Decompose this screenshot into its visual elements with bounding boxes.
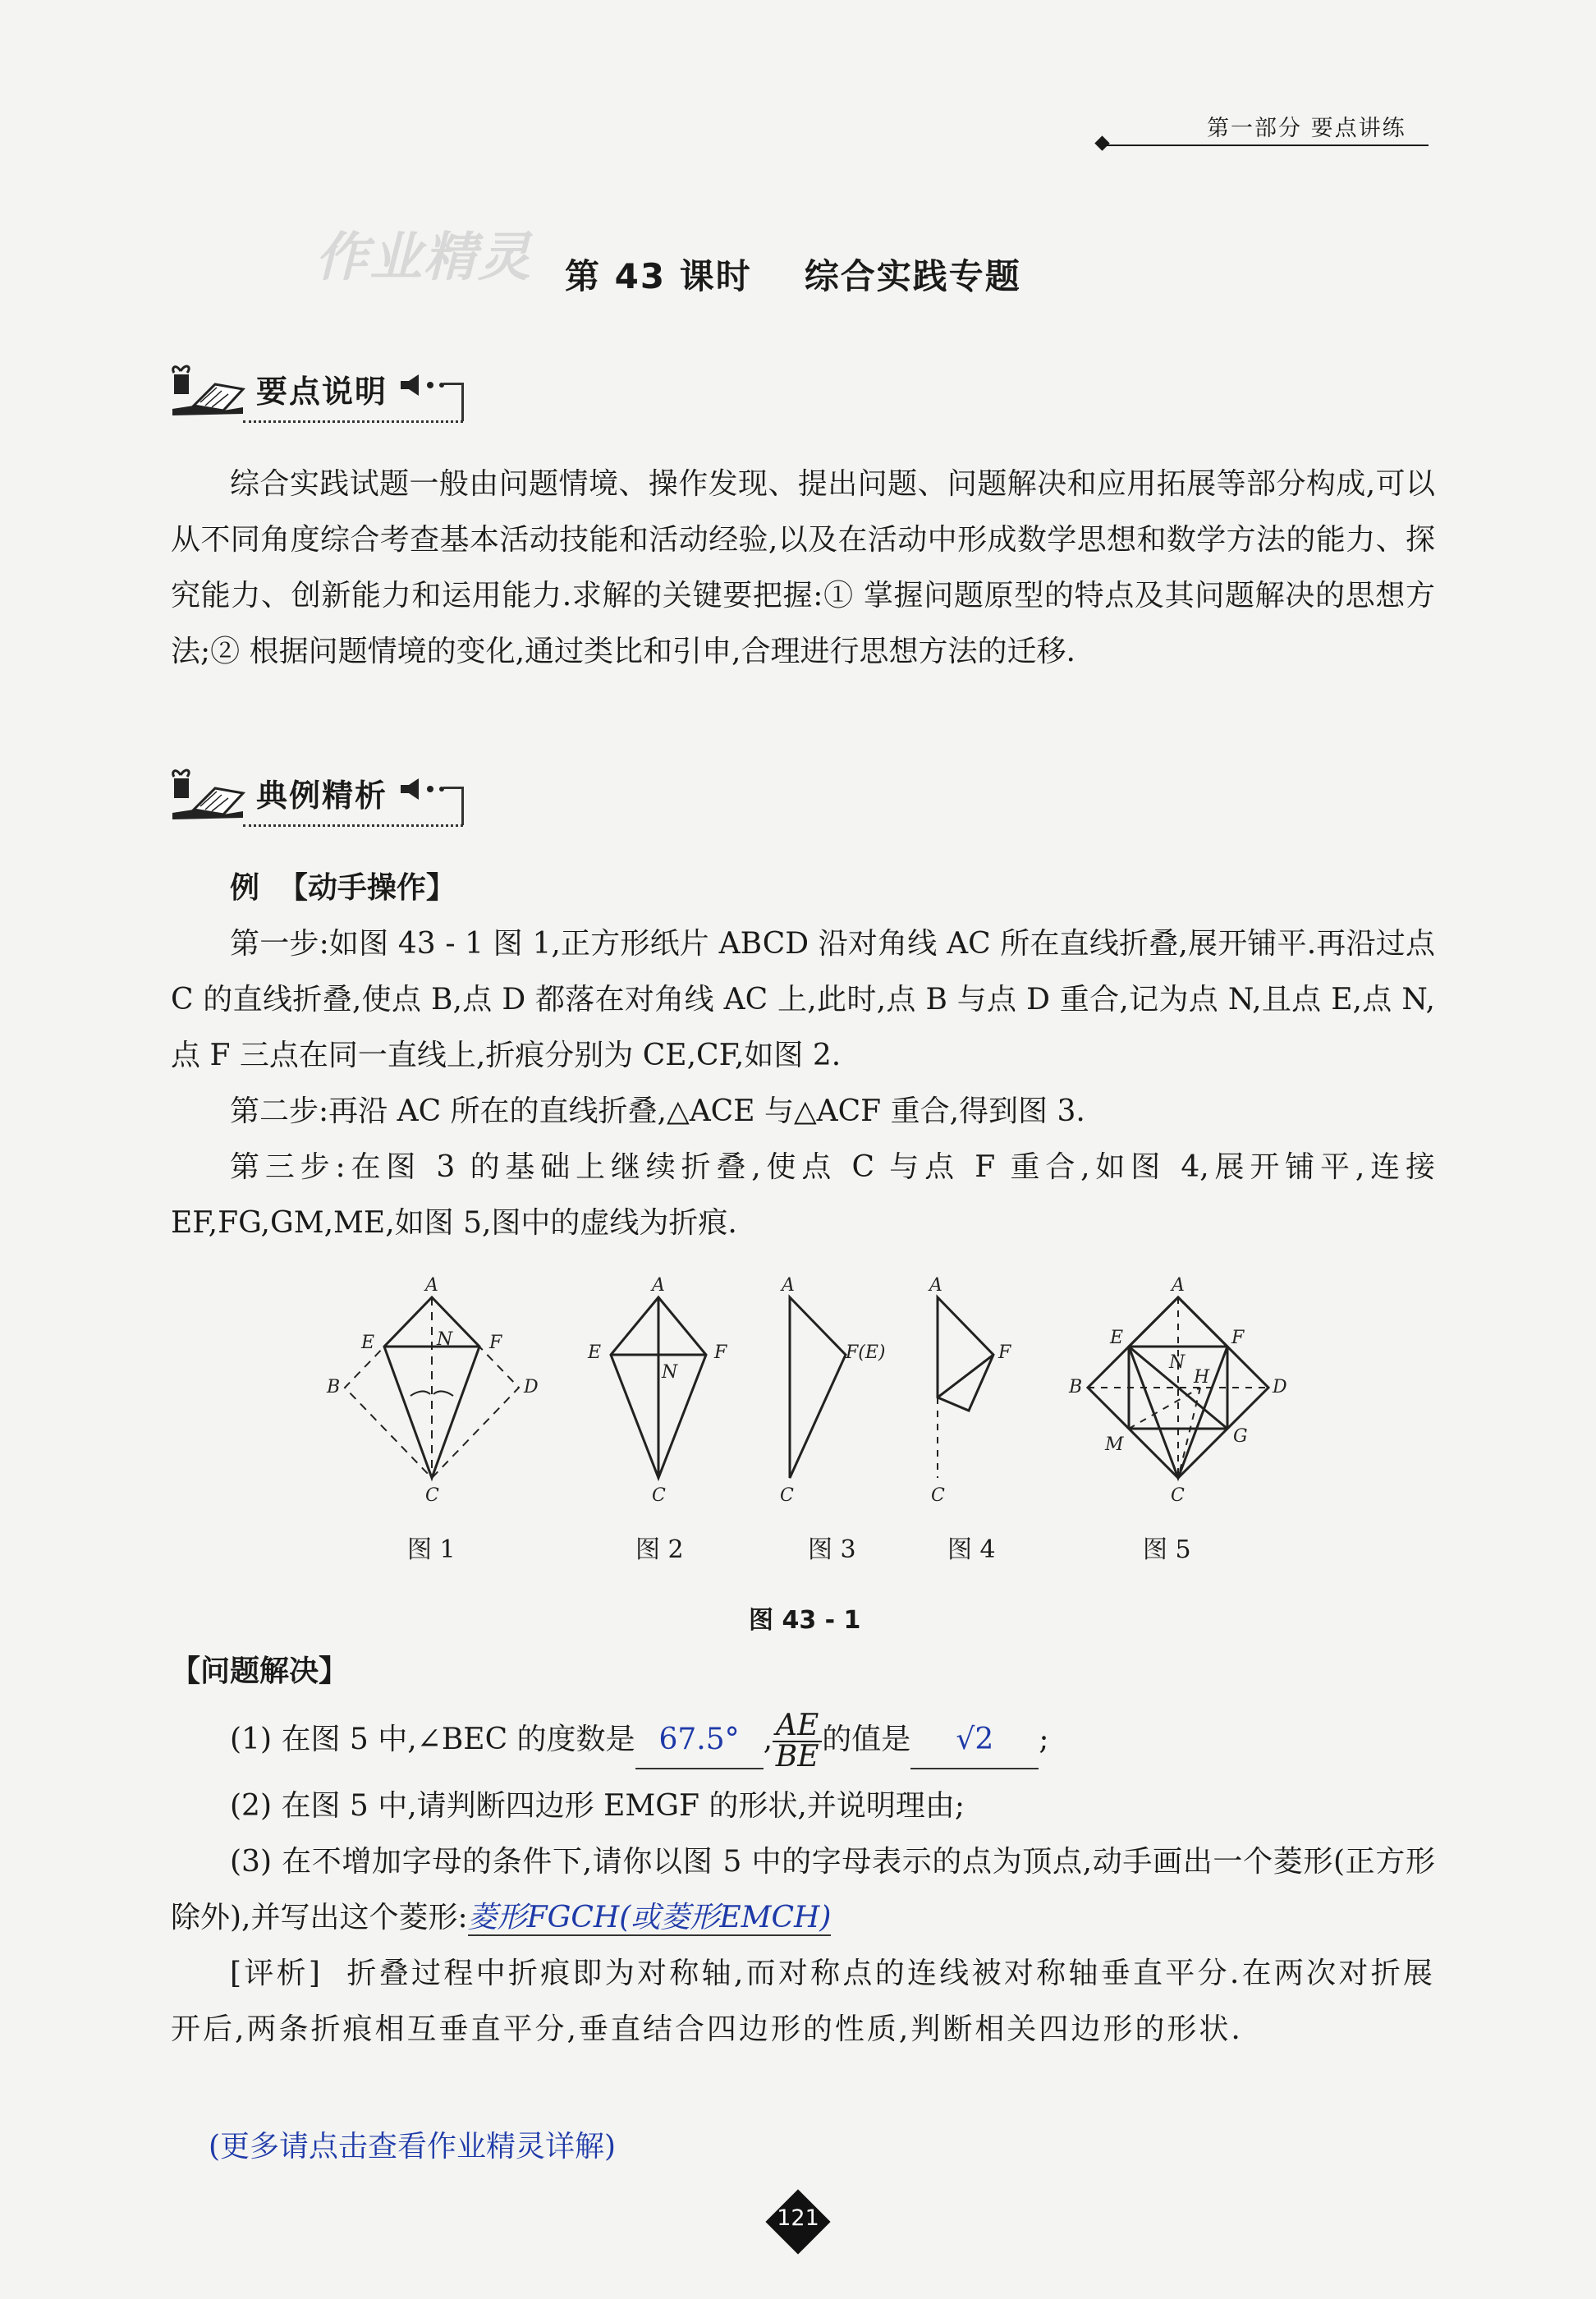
page-number: 121: [777, 2205, 819, 2231]
section-bracket: [443, 383, 464, 421]
section-underline: [243, 420, 463, 423]
fig5-label-g: G: [1233, 1426, 1248, 1447]
q1-mid: 的值是: [822, 1723, 911, 1756]
header-section: 第一部分 要点讲练: [1207, 116, 1406, 141]
fig1-label-d: D: [524, 1377, 539, 1397]
fig5-label-e: E: [1110, 1328, 1124, 1348]
fig4-label-c: C: [931, 1485, 945, 1506]
question-3: [171, 1834, 1435, 1946]
problem-heading: 【问题解决】: [171, 1654, 349, 1688]
analysis-tag: [评析]: [230, 1957, 323, 1990]
book-plant-icon: [169, 360, 246, 417]
figure-caption-2: 图 2: [635, 1535, 684, 1564]
fig3-label-fe: F(E): [846, 1342, 886, 1363]
fig1-label-e: E: [361, 1333, 375, 1353]
fig1-label-f: F: [489, 1333, 502, 1353]
fig5-label-m: M: [1105, 1434, 1124, 1455]
fig2-label-c: C: [652, 1485, 666, 1506]
section-underline: [243, 824, 463, 827]
watermark: 作业精灵: [315, 227, 532, 288]
figure-caption-3: 图 3: [808, 1535, 856, 1564]
figure-4-diagram: [938, 1297, 993, 1478]
fig5-label-n: N: [1169, 1352, 1186, 1373]
example-tag: 【动手操作】: [277, 871, 456, 905]
figure-2-diagram: [611, 1297, 706, 1478]
fig1-label-b: B: [327, 1377, 341, 1397]
fig1-label-a: A: [425, 1275, 438, 1296]
example-heading: [171, 860, 1435, 916]
section-label-key-points: 要点说明: [256, 374, 388, 410]
fig1-label-n: N: [437, 1329, 453, 1350]
step-1: 第一步:如图 43 - 1 图 1,正方形纸片 ABCD 沿对角线 AC 所在直线折叠,展开铺平.再沿过点 C 的直线折叠,使点 B,点 D 都落在对角线 AC 上,此时,点 B 与点 D 重合,记为点 N,且点 E,点 N,点 F 三点在同一直线上,折痕分别为 CE,CF,如图 2.: [171, 927, 1435, 1072]
fig5-label-d: D: [1273, 1377, 1287, 1397]
header-diamond-icon: [1094, 135, 1109, 150]
q1-answer-ratio[interactable]: √2: [910, 1712, 1039, 1769]
fig4-label-a: A: [929, 1275, 942, 1296]
fig4-label-f: F: [998, 1342, 1011, 1363]
fig2-label-e: E: [588, 1342, 602, 1363]
fig1-label-c: C: [425, 1485, 439, 1506]
intro-text: 综合实践试题一般由问题情境、操作发现、提出问题、问题解决和应用拓展等部分构成,可以从不同角度综合考查基本活动技能和活动经验,以及在活动中形成数学思想和数学方法的能力、探究能力、创新能力和运用能力.求解的关键要把握:① 掌握问题原型的特点及其问题解决的思想方法;② 根据问题情境的变化,通过类比和引申,合理进行思想方法的迁移.: [171, 467, 1435, 668]
header-rule: [1107, 145, 1429, 146]
fig2-label-n: N: [662, 1362, 678, 1383]
figure-caption-5: 图 5: [1143, 1535, 1191, 1564]
question-1: [171, 1711, 1435, 1772]
intro-paragraph: [171, 457, 1435, 680]
q3-text: (3) 在不增加字母的条件下,请你以图 5 中的字母表示的点为顶点,动手画出一个菱形(正方形除外),并写出这个菱形:: [171, 1845, 1435, 1934]
figure-3-diagram: [790, 1297, 846, 1478]
lesson-subtitle: 综合实践专题: [804, 256, 1021, 296]
section-label-examples: 典例精析: [256, 778, 388, 814]
page-title: [565, 250, 1021, 299]
figure-1-diagram: [345, 1297, 519, 1478]
section-bracket: [443, 787, 464, 825]
q1-answer-angle[interactable]: 67.5°: [635, 1712, 764, 1769]
figure-caption-4: 图 4: [947, 1535, 996, 1564]
fig5-label-b: B: [1069, 1377, 1083, 1397]
q1-end: ;: [1039, 1723, 1049, 1756]
fig5-label-c: C: [1171, 1485, 1185, 1506]
fig3-label-c: C: [780, 1485, 794, 1506]
analysis-text: 折叠过程中折痕即为对称轴,而对称点的连线被对称轴垂直平分.在两次对折展开后,两条折痕相互垂直平分,垂直结合四边形的性质,判断相关四边形的形状.: [171, 1957, 1436, 2046]
lesson-number: 第 43 课时: [565, 256, 752, 296]
fig5-label-h: H: [1194, 1367, 1210, 1388]
fig2-label-f: F: [714, 1342, 727, 1363]
q3-answer[interactable]: 菱形FGCH(或菱形EMCH): [467, 1901, 832, 1934]
figure-43-1: [320, 1273, 1305, 1519]
step-2: 第二步:再沿 AC 所在的直线折叠,△ACE 与△ACF 重合,得到图 3.: [230, 1094, 1085, 1128]
q1-separator: ,: [763, 1723, 773, 1756]
figure-caption-1: 图 1: [407, 1535, 456, 1564]
fig3-label-a: A: [782, 1275, 795, 1296]
example-block: [171, 860, 1435, 1251]
analysis: [171, 1946, 1435, 2058]
q1-fraction: [773, 1711, 822, 1772]
figure-title: 图 43 - 1: [749, 1606, 861, 1635]
q1-fraction-denominator: BE: [775, 1740, 819, 1774]
fig5-label-f: F: [1231, 1328, 1245, 1348]
fig5-label-a: A: [1172, 1275, 1185, 1296]
question-2: (2) 在图 5 中,请判断四边形 EMGF 的形状,并说明理由;: [230, 1789, 965, 1823]
more-details-link[interactable]: (更多请点击查看作业精灵详解): [209, 2130, 617, 2164]
fig2-label-a: A: [652, 1275, 665, 1296]
step-3: 第三步:在图 3 的基础上继续折叠,使点 C 与点 F 重合,如图 4,展开铺平,连接 EF,FG,GM,ME,如图 5,图中的虚线为折痕.: [171, 1150, 1435, 1240]
problem-block: [171, 1644, 1435, 2058]
book-plant-icon: [169, 764, 246, 821]
example-label: 例: [230, 871, 260, 905]
q1-prefix: (1) 在图 5 中,∠BEC 的度数是: [230, 1723, 635, 1756]
q1-fraction-numerator: AE: [773, 1711, 822, 1742]
